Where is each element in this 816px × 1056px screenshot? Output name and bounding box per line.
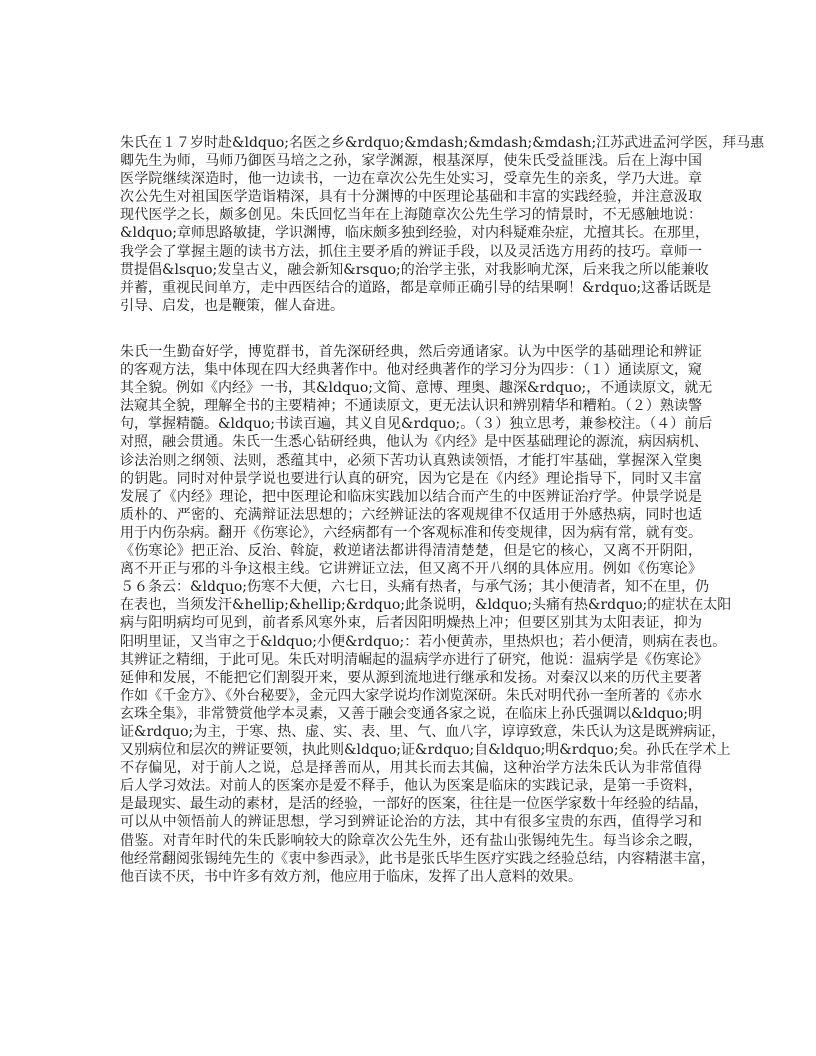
text-line: 的钥匙。同时对仲景学说也要进行认真的研究，因为它是在《内经》理论指导下，同时又丰富 bbox=[120, 470, 702, 487]
text-line: 诊法治则之纲领、法则，悉蕴其中，必须下苦功认真熟读领悟，才能打牢基础，掌握深入堂奥 bbox=[120, 452, 702, 469]
text-line: 借鉴。对青年时代的朱氏影响较大的除章次公先生外，还有盐山张锡纯先生。每当诊余之暇， bbox=[120, 832, 702, 849]
text-line: 次公先生对祖国医学造诣精深，具有十分渊博的中医理论基础和丰富的实践经验，并注意汲取 bbox=[120, 189, 702, 206]
text-line: 在表也，当须发汗&hellip;&hellip;&rdquo;此条说明，&ldquo;头痛有热&rdquo;的症状在太阳 bbox=[120, 597, 732, 614]
text-line: 延伸和发展，不能把它们割裂开来，要从源到流地进行继承和发扬。对秦汉以来的历代主要著 bbox=[120, 669, 702, 686]
text-line: 玄珠全集》，非常赞赏他学本灵素，又善于融会变通各家之说，在临床上孙氏强调以&ldquo;明 bbox=[120, 705, 703, 722]
text-line: 并蓄，重视民间单方，走中西医结合的道路，都是章师正确引导的结果啊！&rdquo;这番话既是 bbox=[120, 279, 712, 296]
text-line: 不存偏见，对于前人之说，总是择善而从，用其长而去其偏，这种治学方法朱氏认为非常值得 bbox=[120, 760, 702, 777]
text-line: 又别病位和层次的辨证要领，执此则&ldquo;证&rdquo;自&ldquo;明&rdquo;矣。孙氏在学术上 bbox=[120, 742, 731, 759]
text-line: 可以从中领悟前人的辨证思想，学习到辨证论治的方法，其中有很多宝贵的东西，值得学习和 bbox=[120, 814, 702, 831]
text-line: 他经常翻阅张锡纯先生的《衷中参西录》，此书是张氏毕生医疗实践之经验总结，内容精湛丰富， bbox=[120, 850, 715, 867]
paragraph-2 bbox=[120, 343, 732, 886]
text-line: 用于内伤杂病。翻开《伤寒论》，六经病都有一个客观标准和传变规律，因为病有常，就有变。 bbox=[120, 524, 702, 541]
text-line: 后人学习效法。对前人的医案亦是爱不释手，他认为医案是临床的实践记录，是第一手资料， bbox=[120, 778, 702, 795]
paragraph-1 bbox=[120, 134, 765, 315]
text-line: 质朴的、严密的、充满辩证法思想的；六经辨证法的客观规律不仅适用于外感热病，同时也适 bbox=[120, 506, 702, 523]
text-line: 作如《千金方》、《外台秘要》，金元四大家学说均作浏览深研。朱氏对明代孙一奎所著的《赤水 bbox=[120, 687, 702, 704]
text-line: 阳明里证，又当审之于&ldquo;小便&rdquo;：若小便黄赤，里热炽也；若小便清，则病在表也。 bbox=[120, 633, 727, 650]
text-line: 是最现实、最生动的素材，是活的经验，一部好的医案，往往是一位医学家数十年经验的结晶， bbox=[120, 796, 708, 813]
text-line: 对照，融会贯通。朱氏一生悉心钻研经典，他认为《内经》是中医基础理论的源流，病因病机、 bbox=[120, 434, 708, 451]
text-line: 其全貌。例如《内经》一书，其&ldquo;文简、意博、理奥、趣深&rdquo;，不通读原文，就无 bbox=[120, 380, 713, 397]
text-line: 发展了《内经》理论，把中医理论和临床实践加以结合而产生的中医辨证治疗学。仲景学说是 bbox=[120, 488, 702, 505]
text-line: 引导、启发，也是鞭策，催人奋进。 bbox=[120, 297, 344, 314]
text-line: 我学会了掌握主题的读书方法，抓住主要矛盾的辨证手段，以及灵活选方用药的技巧。章师一 bbox=[120, 243, 702, 260]
text-line: 法窥其全貌，理解全书的主要精神；不通读原文，更无法认识和辨别精华和糟粕。（２）熟读警 bbox=[120, 398, 702, 415]
text-line: 的客观方法，集中体现在四大经典著作中。他对经典著作的学习分为四步：（１）通读原文，窥 bbox=[120, 362, 702, 379]
text-line: 他百读不厌，书中许多有效方剂，他应用于临床，发挥了出人意料的效果。 bbox=[120, 868, 582, 885]
text-line: 《伤寒论》把正治、反治、斡旋，救逆诸法都讲得清清楚楚，但是它的核心，又离不开阴阳， bbox=[120, 543, 702, 560]
text-line: 卿先生为师，马师乃御医马培之之孙，家学渊源，根基深厚，使朱氏受益匪浅。后在上海中国 bbox=[120, 153, 702, 170]
text-line: 病与阳明病均可见到，前者系风寒外束，后者因阳明燥热上冲；但要区别其为太阳表证，抑为 bbox=[120, 615, 702, 632]
text-line: 朱氏在１７岁时赴&ldquo;名医之乡&rdquo;&mdash;&mdash;&mdash;江苏武进孟河学医，拜马惠 bbox=[120, 135, 765, 151]
text-line: ５６条云：&ldquo;伤寒不大便，六七日，头痛有热者，与承气汤；其小便清者，知不在里，仍 bbox=[120, 579, 710, 596]
text-line: 证&rdquo;为主，于寒、热、虚、实、表、里、气、血八字，谆谆致意，朱氏认为这是既辨病证， bbox=[120, 723, 726, 740]
text-line: 现代医学之长，颇多创见。朱氏回忆当年在上海随章次公先生学习的情景时，不无感触地说： bbox=[120, 207, 702, 224]
text-line: 医学院继续深造时，他一边读书，一边在章次公先生处实习，受章先生的亲炙，学乃大进。章 bbox=[120, 171, 702, 188]
text-line: &ldquo;章师思路敏捷，学识渊博，临床颇多独到经验，对内科疑难杂症，尤擅其长。在那里， bbox=[120, 225, 710, 242]
text-line: 句，掌握精髓。&ldquo;书读百遍，其义自见&rdquo;。（３）独立思考，兼参校注。（４）前后 bbox=[120, 416, 713, 433]
text-line: 离不开正与邪的斗争这根主线。它讲辨证立法，但又离不开八纲的具体应用。例如《伤寒论》 bbox=[120, 561, 702, 578]
text-line: 其辨证之精细，于此可见。朱氏对明清崛起的温病学亦进行了研究，他说：温病学是《伤寒论》 bbox=[120, 651, 708, 668]
text-line: 朱氏一生勤奋好学，博览群书，首先深研经典，然后旁通诸家。认为中医学的基础理论和辨证 bbox=[120, 344, 702, 360]
text-line: 贯提倡&lsquo;发皇古义，融会新知&rsquo;的治学主张，对我影响尤深，后来我之所以能兼收 bbox=[120, 261, 709, 278]
